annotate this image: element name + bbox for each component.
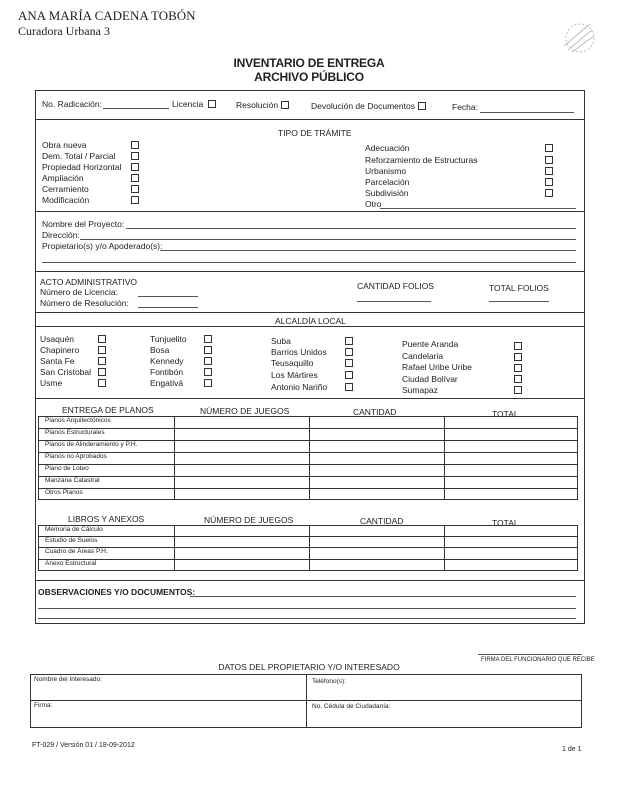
kennedy-checkbox[interactable]	[204, 357, 212, 365]
demolicion-checkbox[interactable]	[131, 152, 139, 160]
santa-fe-checkbox[interactable]	[98, 357, 106, 365]
doc-title-line1: INVENTARIO DE ENTREGA	[233, 56, 385, 70]
usaquen-checkbox[interactable]	[98, 335, 106, 343]
tramite-modificacion: Modificación	[42, 195, 90, 205]
fecha-label: Fecha:	[452, 102, 478, 112]
divider	[35, 211, 585, 212]
resolucion-label: Resolución	[236, 100, 279, 110]
row-divider	[38, 488, 578, 489]
observaciones-line-3[interactable]	[38, 618, 576, 619]
alcaldia-chapinero: Chapinero	[40, 345, 80, 355]
planos-header-total: TOTAL	[492, 409, 519, 419]
nombre-interesado-label: Nombre del Interesado:	[34, 676, 102, 683]
alcaldia-fontibon: Fontibón	[150, 367, 184, 377]
col-divider	[444, 525, 445, 571]
planos-row-label: Planos no Aprobados	[45, 453, 107, 460]
los-martires-checkbox[interactable]	[345, 371, 353, 379]
fecha-line[interactable]	[480, 112, 574, 113]
tramite-cerramiento: Cerramiento	[42, 184, 89, 194]
numero-licencia-line[interactable]	[138, 296, 198, 297]
libros-table	[38, 525, 578, 571]
nombre-proyecto-line[interactable]	[126, 228, 576, 229]
tramite-obra-nueva: Obra nueva	[42, 140, 87, 150]
planos-row-label: Planos Arquitectónicos	[45, 417, 111, 424]
otro-line[interactable]	[380, 208, 576, 209]
barrios-unidos-checkbox[interactable]	[345, 348, 353, 356]
propietario-section-title: DATOS DEL PROPIETARIO Y/O INTERESADO	[218, 662, 400, 672]
subdivision-checkbox[interactable]	[545, 189, 553, 197]
tramite-parcelacion: Parcelación	[365, 177, 410, 187]
tramite-propiedad-horizontal: Propiedad Horizontal	[42, 162, 122, 172]
planos-row-label: Manzana Catastral	[45, 477, 100, 484]
planos-row-label: Otros Planos	[45, 489, 83, 496]
urbanismo-checkbox[interactable]	[545, 167, 553, 175]
doc-title-line2: ARCHIVO PÚBLICO	[254, 70, 364, 84]
row-divider	[38, 464, 578, 465]
observaciones-line[interactable]	[190, 596, 576, 597]
tramite-demolicion: Dem. Total / Parcial	[42, 151, 116, 161]
reforzamiento-checkbox[interactable]	[545, 156, 553, 164]
alcaldia-engativa: Engativá	[150, 378, 184, 388]
row-divider	[38, 428, 578, 429]
cantidad-folios-label: CANTIDAD FOLIOS	[357, 281, 434, 291]
total-folios-line[interactable]	[489, 301, 549, 302]
alcaldia-kennedy: Kennedy	[150, 356, 184, 366]
numero-resolucion-line[interactable]	[138, 307, 198, 308]
divider	[35, 119, 585, 120]
planos-header-juegos: NÚMERO DE JUEGOS	[200, 406, 290, 416]
chapinero-checkbox[interactable]	[98, 346, 106, 354]
antonio-narino-checkbox[interactable]	[345, 383, 353, 391]
col-divider	[309, 525, 310, 571]
row-divider	[38, 452, 578, 453]
propietario-line-2[interactable]	[42, 262, 576, 263]
planos-row-label: Planos de Alinderamiento y P.H.	[45, 441, 138, 448]
licencia-label: Licencia	[172, 99, 204, 109]
office-subtitle: Curadora Urbana 3	[18, 24, 110, 38]
firma-label: Firma:	[34, 702, 53, 709]
nombre-proyecto-label: Nombre del Proyecto:	[42, 219, 125, 229]
direccion-line[interactable]	[80, 239, 576, 240]
alcaldia-candelaria: Candelaria	[402, 351, 444, 361]
acto-title: ACTO ADMINISTRATIVO	[40, 277, 137, 287]
propietario-line[interactable]	[160, 250, 576, 251]
devolucion-label: Devolución de Documentos	[311, 101, 415, 111]
libros-header-juegos: NÚMERO DE JUEGOS	[204, 515, 294, 525]
libros-row-label: Anexo Estructural	[45, 560, 97, 567]
tipo-tramite-title: TIPO DE TRÁMITE	[278, 128, 352, 138]
bosa-checkbox[interactable]	[204, 346, 212, 354]
firma-funcionario-line[interactable]	[478, 654, 582, 655]
row-divider	[38, 536, 578, 537]
alcaldia-teusaquillo: Teusaquillo	[271, 358, 314, 368]
alcaldia-antonio-narino: Antonio Nariño	[271, 382, 328, 392]
alcaldia-barrios-unidos: Barrios Unidos	[271, 347, 327, 357]
radicacion-label: No. Radicación:	[42, 99, 103, 109]
col-divider	[306, 674, 307, 728]
engativa-checkbox[interactable]	[204, 379, 212, 387]
rafael-uribe-checkbox[interactable]	[514, 364, 522, 372]
alcaldia-title: ALCALDÍA LOCAL	[275, 316, 346, 326]
tunjuelito-checkbox[interactable]	[204, 335, 212, 343]
propietario-label: Propietario(s) y/o Apoderado(s):	[42, 241, 163, 251]
divider	[35, 271, 585, 272]
alcaldia-rafael-uribe: Rafael Uribe Uribe	[402, 362, 472, 372]
cedula-label: No. Cédula de Ciudadanía:	[312, 703, 391, 710]
page-number: 1 de 1	[562, 746, 582, 753]
divider	[35, 312, 585, 313]
san-cristobal-checkbox[interactable]	[98, 368, 106, 376]
telefono-label: Teléfono(s):	[312, 678, 346, 685]
firma-funcionario-label: FIRMA DEL FUNCIONARIO QUE RECIBE	[481, 657, 595, 663]
total-folios-label: TOTAL FOLIOS	[489, 283, 549, 293]
seal-stamp	[560, 16, 596, 56]
alcaldia-tunjuelito: Tunjuelito	[150, 334, 187, 344]
alcaldia-usaquen: Usaquén	[40, 334, 75, 344]
tramite-ampliacion: Ampliación	[42, 173, 84, 183]
divider	[35, 580, 585, 581]
obra-nueva-checkbox[interactable]	[131, 141, 139, 149]
teusaquillo-checkbox[interactable]	[345, 359, 353, 367]
puente-aranda-checkbox[interactable]	[514, 342, 522, 350]
fontibon-checkbox[interactable]	[204, 368, 212, 376]
tramite-adecuacion: Adecuación	[365, 143, 410, 153]
observaciones-label: OBSERVACIONES Y/O DOCUMENTOS:	[38, 587, 196, 597]
adecuacion-checkbox[interactable]	[545, 144, 553, 152]
tramite-urbanismo: Urbanismo	[365, 166, 407, 176]
col-divider	[174, 525, 175, 571]
libros-header-libros: LIBROS Y ANEXOS	[68, 514, 145, 524]
row-divider	[38, 559, 578, 560]
tramite-otro: Otro	[365, 199, 382, 209]
cantidad-folios-line[interactable]	[357, 301, 431, 302]
office-name: ANA MARÍA CADENA TOBÓN	[18, 8, 196, 23]
alcaldia-santa-fe: Santa Fe	[40, 356, 75, 366]
licencia-checkbox[interactable]	[208, 100, 216, 108]
resolucion-checkbox[interactable]	[281, 101, 289, 109]
row-divider	[38, 547, 578, 548]
libros-row-label: Estudio de Suelos	[45, 537, 98, 544]
devolucion-checkbox[interactable]	[418, 102, 426, 110]
tramite-subdivision: Subdivisión	[365, 188, 409, 198]
divider	[35, 326, 585, 327]
direccion-label: Dirección:	[42, 230, 80, 240]
suba-checkbox[interactable]	[345, 337, 353, 345]
alcaldia-puente-aranda: Puente Aranda	[402, 339, 459, 349]
alcaldia-suba: Suba	[271, 336, 291, 346]
alcaldia-sumapaz: Sumapaz	[402, 385, 438, 395]
propiedad-horizontal-checkbox[interactable]	[131, 163, 139, 171]
libros-row-label: Memoria de Cálculo	[45, 526, 103, 533]
candelaria-checkbox[interactable]	[514, 353, 522, 361]
ampliacion-checkbox[interactable]	[131, 174, 139, 182]
modificacion-checkbox[interactable]	[131, 196, 139, 204]
libros-row-label: Cuadro de Áreas P.H.	[45, 548, 108, 555]
cerramiento-checkbox[interactable]	[131, 185, 139, 193]
usme-checkbox[interactable]	[98, 379, 106, 387]
alcaldia-ciudad-bolivar: Ciudad Bolívar	[402, 374, 458, 384]
version-code: FT-029 / Versión 01 / 18-09-2012	[32, 742, 135, 749]
row-divider	[38, 476, 578, 477]
planos-row-label: Planos Estructurales	[45, 429, 105, 436]
divider	[35, 398, 585, 399]
parcelacion-checkbox[interactable]	[545, 178, 553, 186]
observaciones-line-2[interactable]	[38, 608, 576, 609]
planos-row-label: Plano de Loteo	[45, 465, 89, 472]
row-divider	[30, 700, 582, 701]
ciudad-bolivar-checkbox[interactable]	[514, 375, 522, 383]
libros-header-cantidad: CANTIDAD	[360, 516, 404, 526]
sumapaz-checkbox[interactable]	[514, 386, 522, 394]
numero-licencia-label: Número de Licencia:	[40, 287, 118, 297]
numero-resolucion-label: Número de Resolución:	[40, 298, 129, 308]
planos-header-cantidad: CANTIDAD	[353, 407, 397, 417]
alcaldia-san-cristobal: San Cristobal	[40, 367, 92, 377]
planos-header-entrega: ENTREGA DE PLANOS	[62, 405, 154, 415]
radicacion-line[interactable]	[103, 108, 169, 109]
tramite-reforzamiento: Reforzamiento de Estructuras	[365, 155, 478, 165]
alcaldia-los-martires: Los Mártires	[271, 370, 318, 380]
libros-header-total: TOTAL	[492, 518, 519, 528]
alcaldia-bosa: Bosa	[150, 345, 170, 355]
alcaldia-usme: Usme	[40, 378, 63, 388]
